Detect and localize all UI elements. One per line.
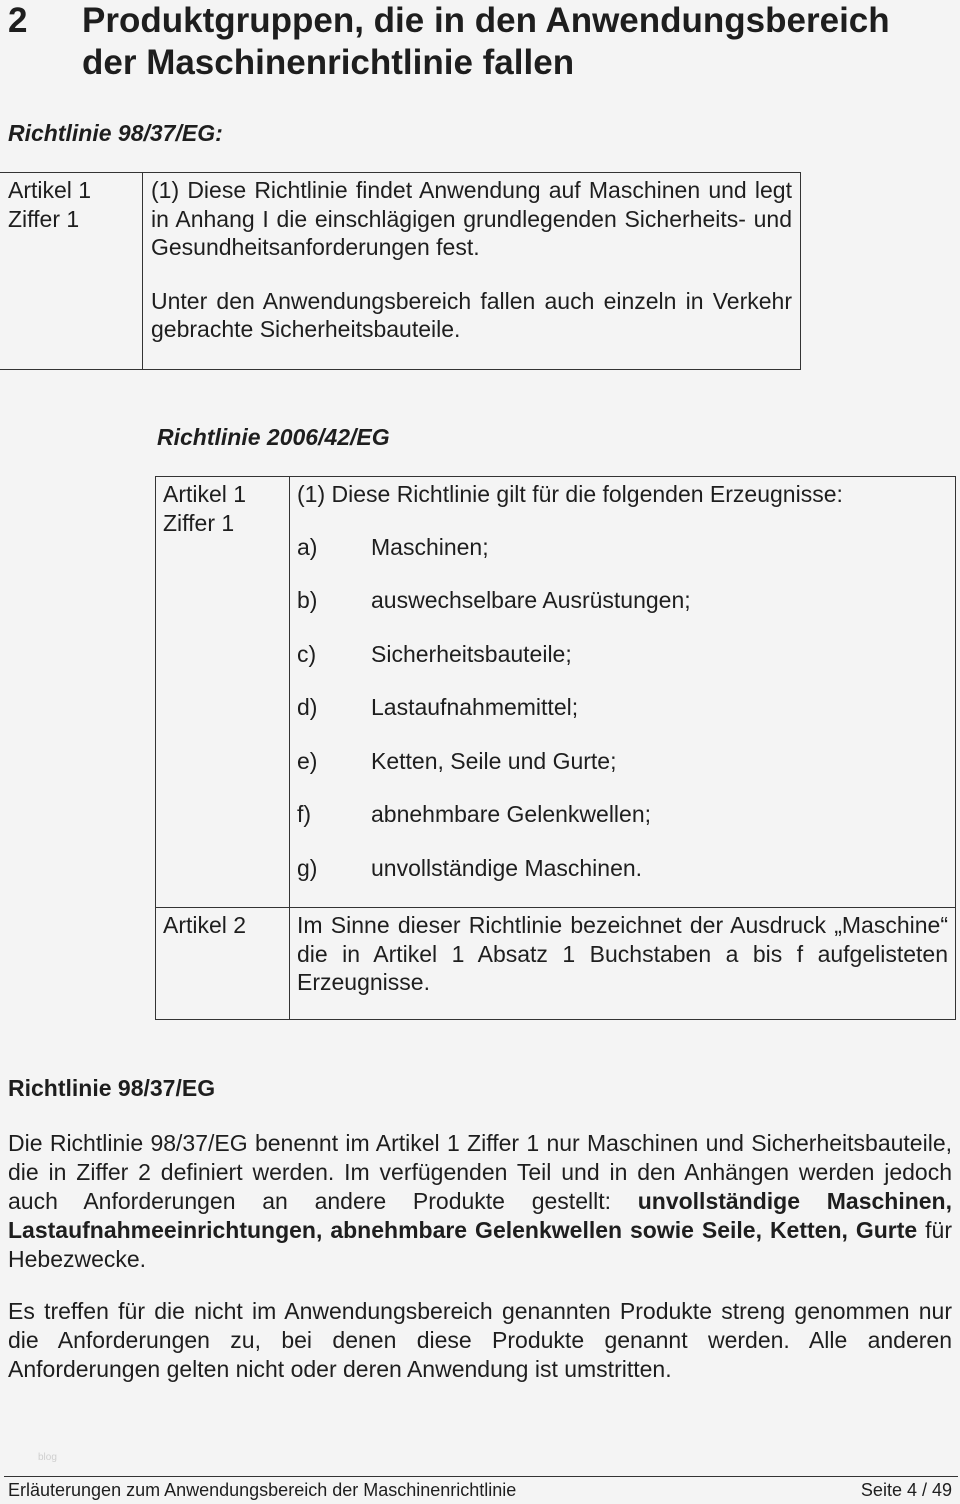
- watermark: blog: [38, 1452, 57, 1463]
- list-item: [297, 693, 948, 722]
- list-letter: b): [297, 587, 318, 613]
- section-title-2006-42: Richtlinie 2006/42/EG: [157, 424, 390, 450]
- page-title: [82, 0, 954, 84]
- paragraph-text: für Hebezwecke.: [8, 1217, 952, 1272]
- article-label: Artikel 1: [163, 481, 247, 507]
- article-paragraph: Im Sinne dieser Richtlinie bezeichnet der Ausdruck „Maschine“ die in Artikel 1 Absatz 1 Buchstaben a bis f aufgelisteten Erzeugnisse.: [297, 912, 948, 995]
- commentary-paragraph: Es treffen für die nicht im Anwendungsbereich genannten Produkte streng genommen nur die Anforderungen zu, bei denen diese Produkte genannt werden. Alle anderen Anforderungen gelten nicht oder deren Anwendung ist umstritten.: [8, 1298, 952, 1382]
- list-item: [297, 586, 948, 615]
- list-letter: e): [297, 747, 318, 774]
- article-label: Artikel 2: [163, 912, 247, 938]
- page-title-line: der Maschinenrichtlinie fallen: [82, 43, 575, 82]
- list-item: [297, 800, 948, 829]
- section-title-98-37-commentary: Richtlinie 98/37/EG: [8, 1075, 216, 1101]
- list-item: [297, 747, 948, 776]
- clause-label: Ziffer 1: [8, 205, 80, 232]
- list-letter: a): [297, 533, 318, 560]
- article-text-cell: [143, 173, 801, 370]
- list-text: abnehmbare Gelenkwellen;: [371, 801, 652, 827]
- table-row: [0, 173, 801, 370]
- article-text-cell: [290, 908, 956, 1020]
- list-text: Ketten, Seile und Gurte;: [371, 747, 617, 774]
- list-text: Sicherheitsbauteile;: [371, 640, 572, 667]
- article-label-cell: [156, 477, 290, 908]
- commentary-paragraph: [8, 1129, 952, 1274]
- article-paragraph: Unter den Anwendungsbereich fallen auch einzeln in Verkehr gebrachte Sicherheitsbauteile.: [151, 287, 792, 342]
- list-letter: d): [297, 694, 318, 720]
- paragraph-bold-text: unvollständige Maschinen, Lastaufnahmeeinrichtungen, abnehmbare Gelenkwellen sowie Seile, Ketten, Gurte: [8, 1188, 952, 1243]
- section-number: 2: [8, 1, 28, 40]
- list-item: [297, 533, 948, 562]
- list-item: [297, 854, 948, 883]
- table-2006-42: [155, 476, 956, 1020]
- footer-page-number: Seite 4 / 49: [860, 1480, 952, 1500]
- product-list: [297, 533, 948, 883]
- article-intro: (1) Diese Richtlinie gilt für die folgenden Erzeugnisse:: [297, 481, 843, 507]
- clause-label: Ziffer 1: [163, 509, 235, 536]
- table-row: [156, 908, 956, 1020]
- article-label-cell: [156, 908, 290, 1020]
- table-row: [156, 477, 956, 908]
- list-letter: f): [297, 801, 312, 827]
- list-item: [297, 640, 948, 669]
- article-label: Artikel 1: [8, 177, 92, 203]
- list-text: unvollständige Maschinen.: [371, 854, 643, 881]
- footer-divider: [4, 1476, 958, 1477]
- article-paragraph: (1) Diese Richtlinie findet Anwendung auf Maschinen und legt in Anhang I die einschlägigen grundlegenden Sicherheits- und Gesundheitsanforderungen fest.: [151, 177, 792, 260]
- list-text: auswechselbare Ausrüstungen;: [371, 587, 691, 613]
- list-letter: g): [297, 854, 318, 881]
- list-text: Maschinen;: [371, 533, 489, 560]
- table-98-37-article1: [0, 172, 801, 370]
- article-label-cell: [0, 173, 143, 370]
- page-title-line: Produktgruppen, die in den Anwendungsbereich: [82, 1, 890, 40]
- list-text: Lastaufnahmemittel;: [371, 694, 579, 720]
- list-letter: c): [297, 640, 317, 667]
- article-text-cell: [290, 477, 956, 908]
- footer-document-title: Erläuterungen zum Anwendungsbereich der Maschinenrichtlinie: [8, 1480, 517, 1500]
- section-title-98-37: Richtlinie 98/37/EG:: [8, 120, 223, 146]
- paragraph-text: Die Richtlinie 98/37/EG benennt im Artikel 1 Ziffer 1 nur Maschinen und Sicherheitsbauteile, die in Ziffer 2 definiert werden. Im verfügenden Teil und in den Anhängen werden jedoch auch Anforderungen an andere Produkte gestellt:: [8, 1130, 952, 1214]
